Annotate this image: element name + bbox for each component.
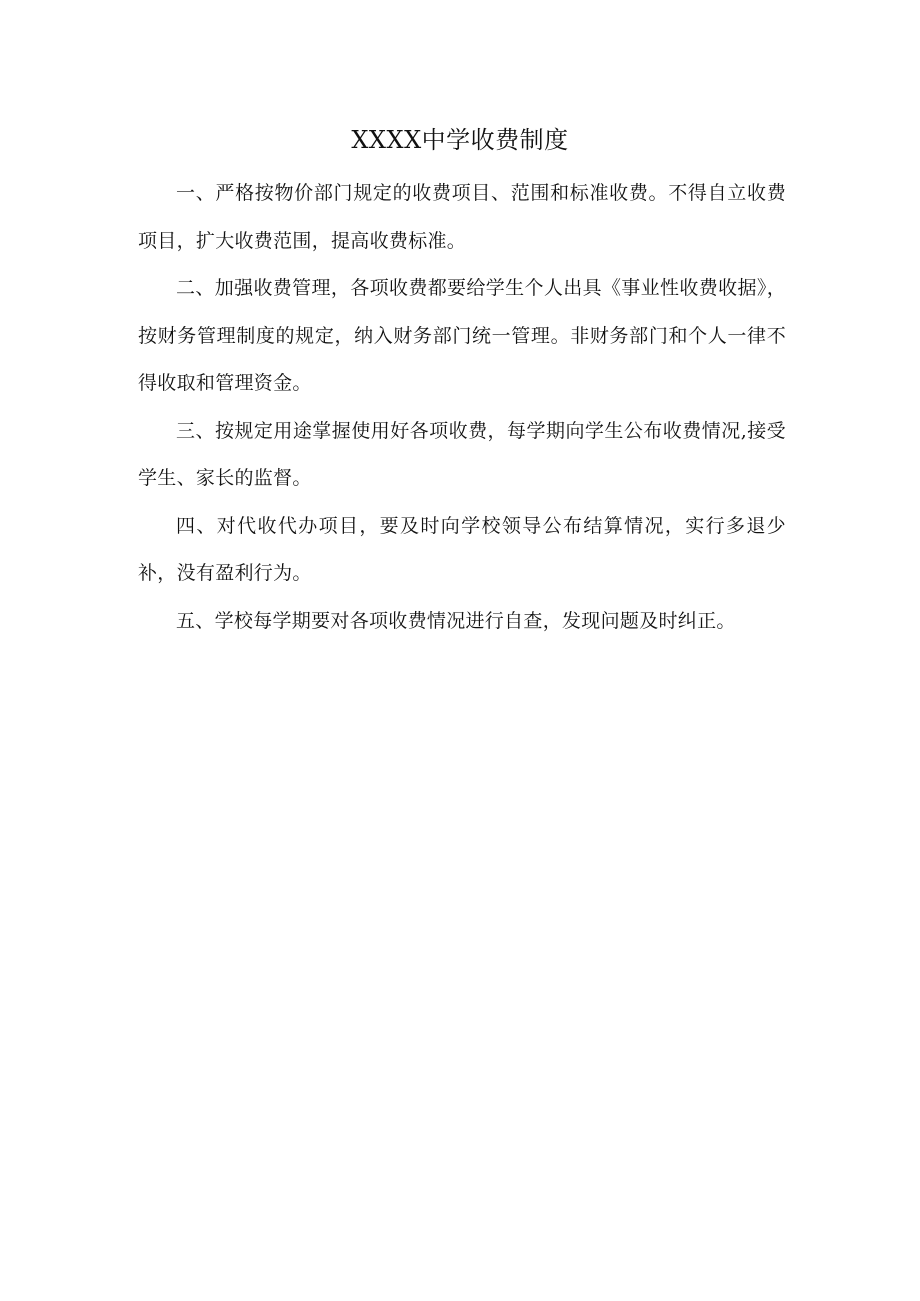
- document-title: XXXX中学收费制度: [351, 126, 569, 154]
- document-body: [138, 170, 786, 645]
- paragraph-5: 五、学校每学期要对各项收费情况进行自查，发现问题及时纠正。: [176, 609, 736, 632]
- paragraph-1: 一、严格按物价部门规定的收费项目、范围和标准收费。不得自立收费项目，扩大收费范围，提高收费标准。: [138, 182, 786, 252]
- paragraph-2: 二、加强收费管理，各项收费都要给学生个人出具《事业性收费收据》，按财务管理制度的规定，纳入财务部门统一管理。非财务部门和个人一律不得收取和管理资金。: [138, 277, 786, 394]
- paragraph-4: 四、对代收代办项目，要及时向学校领导公布结算情况，实行多退少补，没有盈利行为。: [138, 514, 786, 584]
- paragraph-3: 三、按规定用途掌握使用好各项收费，每学期向学生公布收费情况,接受学生、家长的监督。: [138, 419, 786, 489]
